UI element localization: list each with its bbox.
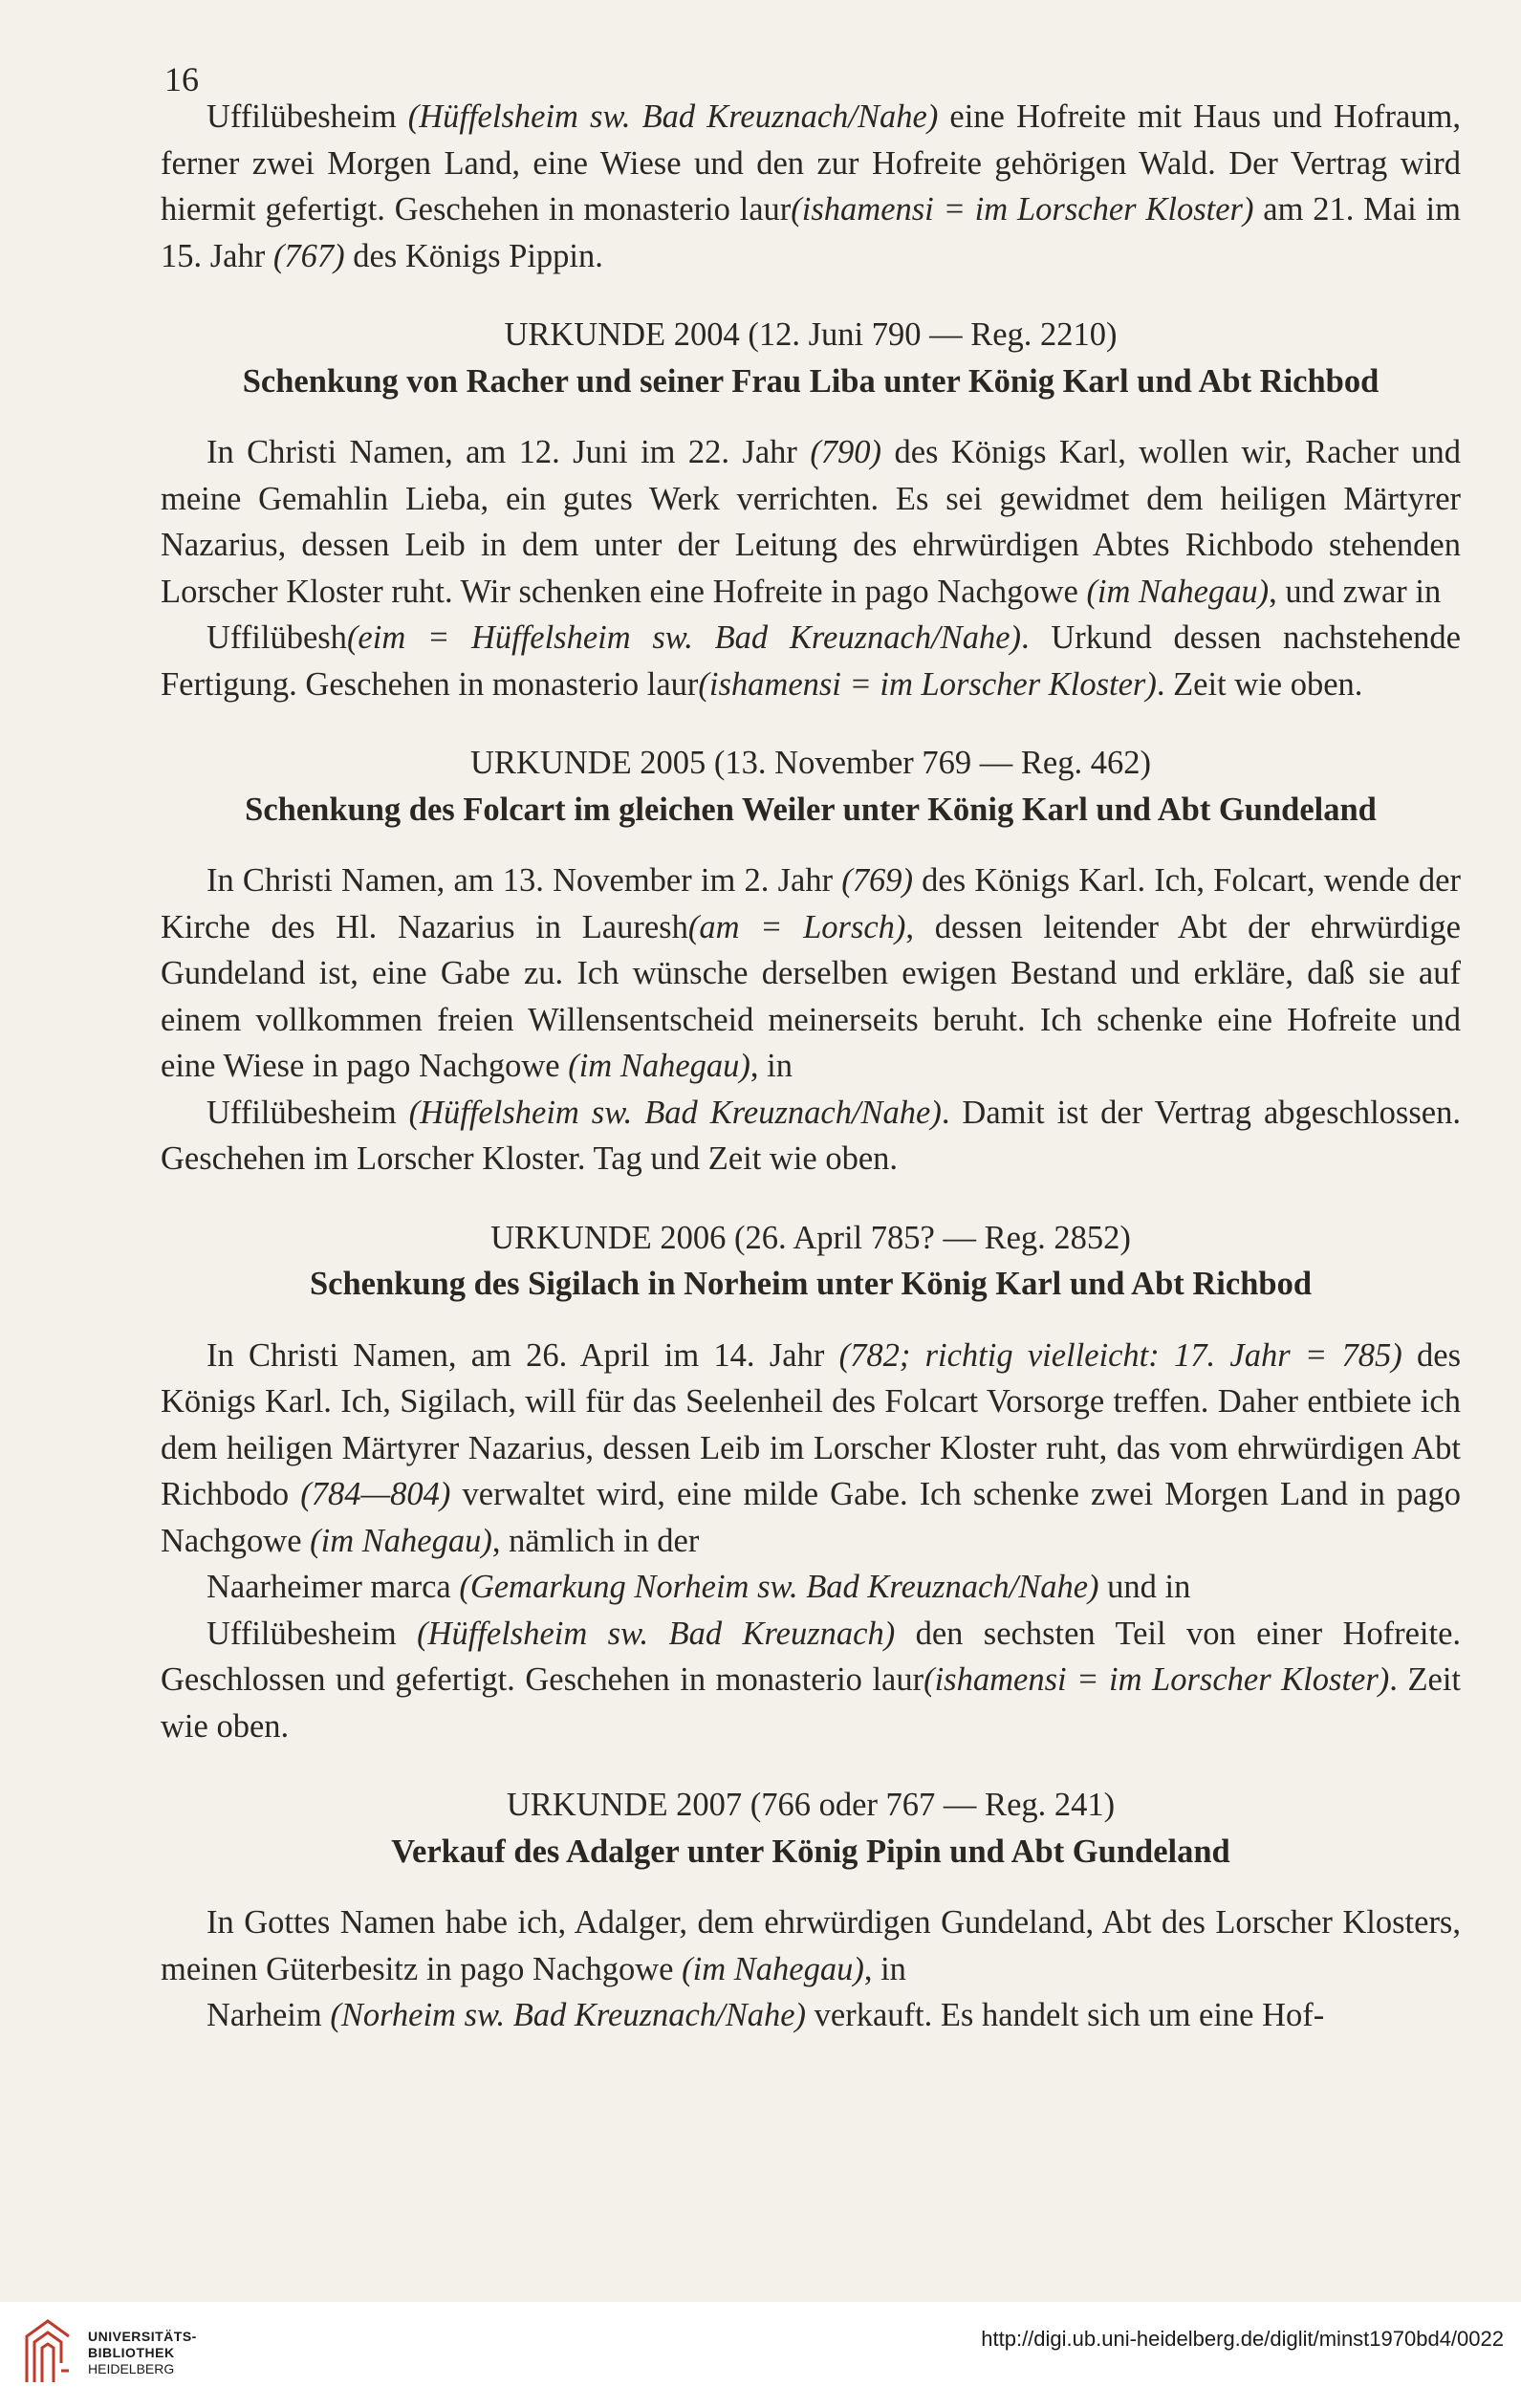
section-subheading: Schenkung von Racher und seiner Frau Liba unter König Karl und Abt Richbod: [242, 362, 1380, 400]
sections: [161, 312, 1461, 2039]
section-heading: URKUNDE 2004 (12. Juni 790 — Reg. 2210): [504, 316, 1118, 353]
section-subheading: Schenkung des Sigilach in Norheim unter König Karl und Abt Richbod: [309, 1266, 1313, 1302]
section-paragraph: Narheim (Norheim sw. Bad Kreuznach/Nahe) verkauft. Es handelt sich um eine Hof-: [206, 1997, 1325, 2033]
library-line-3: HEIDELBERG: [88, 2361, 175, 2376]
library-line-2: BIBLIOTHEK: [88, 2345, 175, 2360]
library-name: [88, 2329, 197, 2377]
section-heading: URKUNDE 2005 (13. November 769 — Reg. 462): [470, 745, 1151, 781]
section-paragraph: In Gottes Namen habe ich, Adalger, dem ehrwürdigen Gundeland, Abt des Lorscher Klosters, meinen Güterbesitz in pago Nachgowe (im Nahegau), in: [161, 1904, 1461, 1987]
section-paragraph: In Christi Namen, am 26. April im 14. Jahr (782; richtig vielleicht: 17. Jahr = 785) des Königs Karl. Ich, Sigilach, will für das Seelenheil des Folcart Vorsorge treffen. Daher entbiete ich dem heiligen Märtyrer Nazarius, dessen Leib im Lorscher Kloster ruht, das vom ehrwürdigen Abt Richbodo (784—804) verwaltet wird, eine milde Gabe. Ich schenke zwei Morgen Land in pago Nachgowe (im Nahegau), nämlich in der: [161, 1336, 1461, 1559]
section-paragraph: In Christi Namen, am 13. November im 2. Jahr (769) des Königs Karl. Ich, Folcart, wende der Kirche des Hl. Nazarius in Lauresh(am = Lorsch), dessen leitender Abt der ehrwürdige Gundeland ist, eine Gabe zu. Ich wünsche derselben ewigen Bestand und erkläre, daß sie auf einem vollkommen freien Willensentscheid meinerseits beruht. Ich schenke eine Hofreite und eine Wiese in pago Nachgowe (im Nahegau), in: [161, 862, 1461, 1084]
source-url[interactable]: http://digi.ub.uni-heidelberg.de/diglit/minst1970bd4/0022: [981, 2327, 1504, 2351]
ub-heidelberg-logo-icon: [21, 2315, 75, 2386]
section-subheading: Verkauf des Adalger unter König Pipin und Abt Gundeland: [391, 1833, 1230, 1870]
footer: [0, 2302, 1521, 2408]
section-paragraph: Uffilübesheim (Hüffelsheim sw. Bad Kreuznach/Nahe). Damit ist der Vertrag abgeschlossen. Geschehen im Lorscher Kloster. Tag und Zeit wie oben.: [161, 1094, 1461, 1177]
section-subheading: Schenkung des Folcart im gleichen Weiler unter König Karl und Abt Gundeland: [245, 791, 1377, 828]
section-paragraph: Uffilübesh(eim = Hüffelsheim sw. Bad Kreuznach/Nahe). Urkund dessen nachstehende Fertigung. Geschehen in monasterio laur(ishamensi = im Lorscher Kloster). Zeit wie oben.: [161, 619, 1461, 703]
section-paragraph: Naarheimer marca (Gemarkung Norheim sw. Bad Kreuznach/Nahe) und in: [206, 1569, 1191, 1605]
library-line-1: UNIVERSITÄTS-: [88, 2329, 197, 2344]
section-paragraph: Uffilübesheim (Hüffelsheim sw. Bad Kreuznach) den sechsten Teil von einer Hofreite. Geschlossen und gefertigt. Geschehen in monasterio laur(ishamensi = im Lorscher Kloster). Zeit wie oben.: [161, 1615, 1462, 1745]
section-heading: URKUNDE 2007 (766 oder 767 — Reg. 241): [506, 1787, 1116, 1823]
intro-paragraph: Uffilübesheim (Hüffelsheim sw. Bad Kreuznach/Nahe) eine Hofreite mit Haus und Hofraum, ferner zwei Morgen Land, eine Wiese und den zur Hofreite gehörigen Wald. Der Vertrag wird hiermit gefertigt. Geschehen in monasterio laur(ishamensi = im Lorscher Kloster) am 21. Mai im 15. Jahr (767) des Königs Pippin.: [161, 98, 1461, 274]
section-heading: URKUNDE 2006 (26. April 785? — Reg. 2852): [490, 1219, 1131, 1256]
document-body: [161, 57, 1461, 2039]
page-number: 16: [164, 60, 199, 98]
section-paragraph: In Christi Namen, am 12. Juni im 22. Jahr (790) des Königs Karl, wollen wir, Racher und meine Gemahlin Lieba, ein gutes Werk verrichten. Es sei gewidmet dem heiligen Märtyrer Nazarius, dessen Leib in dem unter der Leitung des ehrwürdigen Abtes Richbodo stehenden Lorscher Kloster ruht. Wir schenken eine Hofreite in pago Nachgowe (im Nahegau), und zwar in: [161, 434, 1461, 610]
